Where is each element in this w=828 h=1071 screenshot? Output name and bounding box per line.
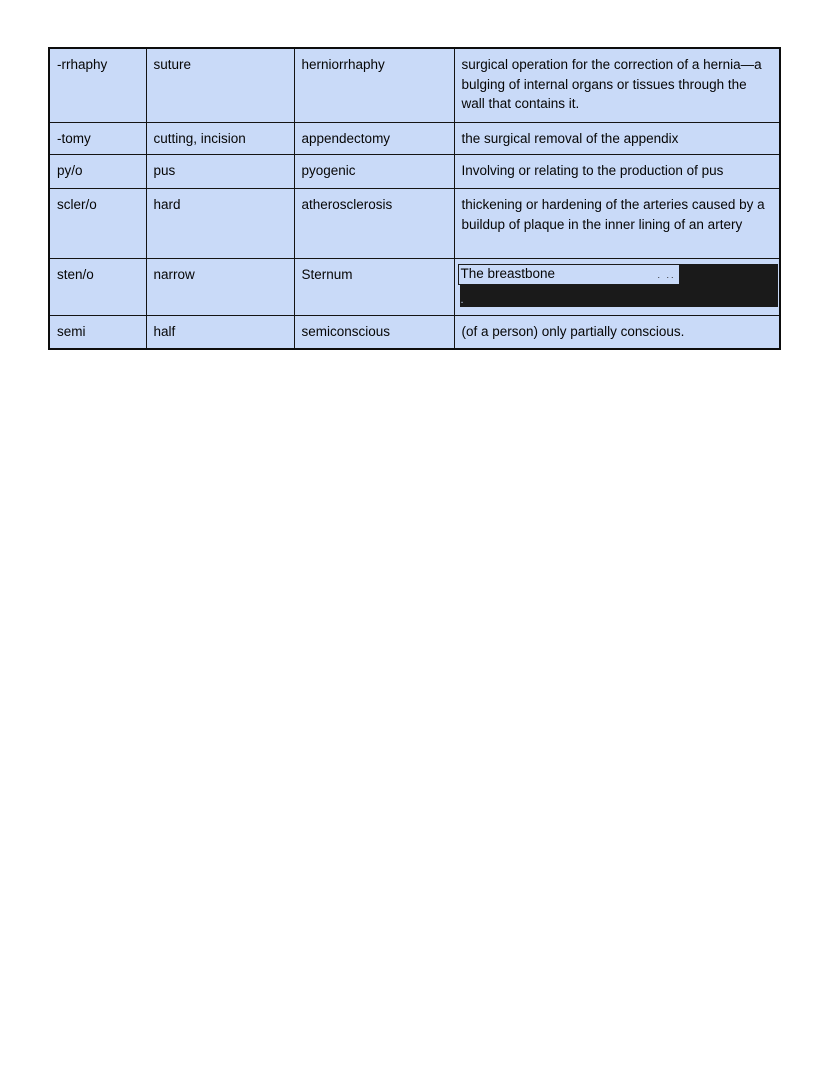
cell-meaning: pus [146,155,294,189]
vocabulary-table [48,47,781,350]
cell-word-part: -tomy [49,122,146,155]
cell-word-part: sten/o [49,259,146,316]
definition-text-box [458,264,679,285]
table-row [49,316,780,349]
cell-example: atherosclerosis [294,189,454,259]
cell-meaning: half [146,316,294,349]
cell-definition: thickening or hardening of the arteries caused by a buildup of plaque in the inner lining of an artery [454,189,780,259]
cell-meaning: suture [146,48,294,122]
cell-definition: surgical operation for the correction of a hernia—a bulging of internal organs or tissues through the wall that contains it. [454,48,780,122]
table-row [49,155,780,189]
redaction-dot-mark: . [460,294,464,306]
cell-example: pyogenic [294,155,454,189]
table-row [49,122,780,155]
definition-visible-text: The breastbone [460,266,556,281]
redaction-dots: . .. [657,269,676,280]
cell-word-part: scler/o [49,189,146,259]
redaction-block-2 [460,285,779,307]
cell-word-part: -rrhaphy [49,48,146,122]
cell-definition: the surgical removal of the appendix [454,122,780,155]
cell-example: Sternum [294,259,454,316]
cell-word-part: py/o [49,155,146,189]
table-row [49,259,780,316]
cell-example: appendectomy [294,122,454,155]
cell-definition: Involving or relating to the production of pus [454,155,780,189]
redaction-line-1 [458,264,779,285]
cell-definition: (of a person) only partially conscious. [454,316,780,349]
cell-meaning: hard [146,189,294,259]
cell-word-part: semi [49,316,146,349]
cell-example: herniorrhaphy [294,48,454,122]
cell-meaning: narrow [146,259,294,316]
redaction-block-1 [679,264,779,285]
redacted-answer-area [458,264,779,307]
table-row [49,48,780,122]
table-row [49,189,780,259]
cell-definition [454,259,780,316]
cell-example: semiconscious [294,316,454,349]
cell-meaning: cutting, incision [146,122,294,155]
